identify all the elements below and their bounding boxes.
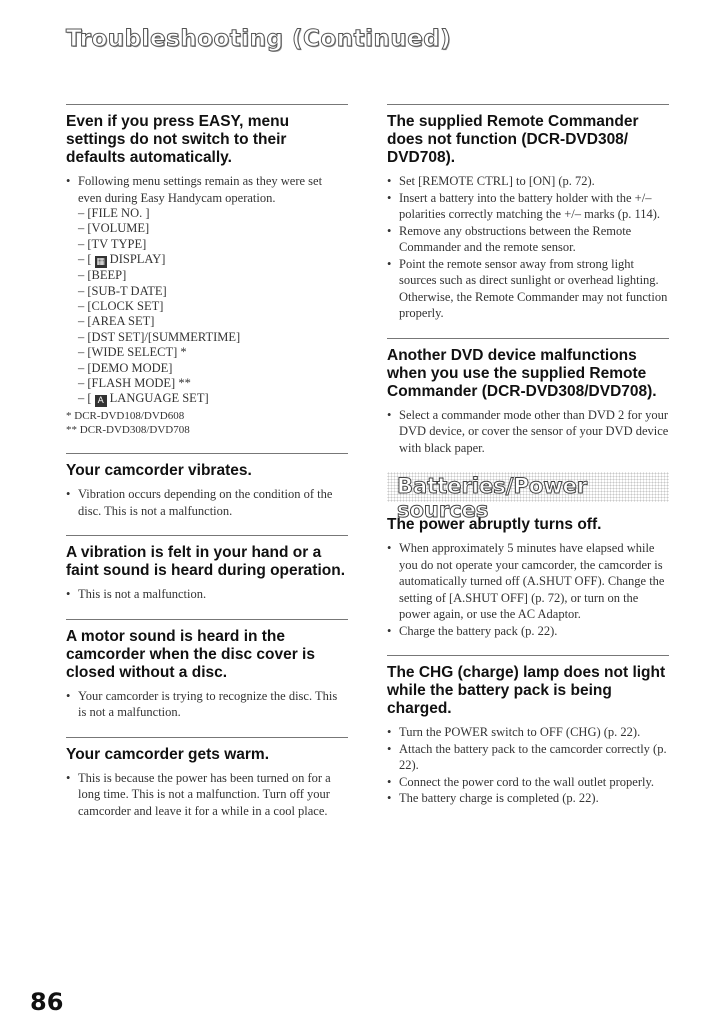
settings-item: – [FLASH MODE] **	[78, 376, 191, 391]
section-heading: A vibration is felt in your hand or a faint sound is heard during operation.	[66, 544, 346, 580]
banner-title: Batteries/Power sources	[397, 474, 588, 522]
section-heading: The power abruptly turns off.	[387, 516, 602, 533]
bullet-list	[66, 486, 348, 519]
settings-item: – [VOLUME]	[78, 221, 150, 236]
bullet-list	[66, 586, 348, 603]
section-warm	[66, 737, 348, 820]
section-heading: The supplied Remote Commander does not function (DCR-DVD308/ DVD708).	[387, 113, 639, 166]
bullet-item: • This is because the power has been turned on for a long time. This is not a malfunction. Turn off your camcorder and leave it for a while in a cool place.	[66, 770, 348, 820]
section-banner	[387, 472, 669, 522]
section-power-off	[387, 516, 669, 639]
settings-item: – [AREA SET]	[78, 314, 155, 329]
bullet-list	[387, 724, 669, 807]
settings-item: – [SUB-T DATE]	[78, 283, 167, 298]
section-vibration-felt	[66, 535, 348, 603]
footnote: * DCR-DVD108/DVD608	[66, 410, 185, 423]
section-remote	[387, 104, 669, 322]
bullet-list	[66, 688, 348, 721]
bullet-list	[387, 540, 669, 639]
bullet-item: • Insert a battery into the battery holder with the +/– polarities correctly matching the +/– marks (p. 114).	[387, 190, 669, 223]
settings-item: – [DST SET]/[SUMMERTIME]	[78, 329, 241, 344]
bullet-list	[66, 770, 348, 820]
settings-item: – [FILE NO. ]	[78, 206, 150, 220]
bullet-item: • Charge the battery pack (p. 22).	[387, 623, 669, 640]
bullet-item: • When approximately 5 minutes have elapsed while you do not operate your camcorder, the camcorder is automatically turned off (A.SHUT OFF). Change the setting of [A.SHUT OFF] (p. 72), or turn on the power again, or use the AC Adaptor.	[387, 540, 669, 623]
page-number: 86	[30, 988, 64, 1016]
bullet-item: • This is not a malfunction.	[66, 586, 348, 603]
bullet-item: • Following menu settings remain as they were set even during Easy Handycam operation.	[66, 173, 348, 206]
section-heading: A motor sound is heard in the camcorder when the disc cover is closed without a disc.	[66, 627, 315, 681]
settings-list	[66, 206, 348, 407]
bullet-list	[387, 407, 669, 457]
settings-item: – [WIDE SELECT] *	[78, 345, 187, 360]
settings-item: – [DEMO MODE]	[78, 360, 173, 375]
bullet-item: • Attach the battery pack to the camcorder correctly (p. 22).	[387, 741, 669, 774]
settings-item-label: DISPLAY]	[109, 252, 166, 267]
bullet-item: • Connect the power cord to the wall outlet properly.	[387, 774, 669, 791]
footnotes	[66, 409, 348, 437]
left-column	[66, 104, 348, 835]
right-column	[387, 104, 669, 823]
bullet-item: • Select a commander mode other than DVD 2 for your DVD device, or cover the sensor of your DVD device with black paper.	[387, 407, 669, 457]
bullet-item: • Set [REMOTE CTRL] to [ON] (p. 72).	[387, 173, 669, 190]
settings-item: – [BEEP]	[78, 268, 127, 283]
settings-item: – [TV TYPE]	[78, 236, 147, 251]
bullet-item: • Turn the POWER switch to OFF (CHG) (p. 22).	[387, 724, 669, 741]
settings-item: – [CLOCK SET]	[78, 299, 164, 314]
footnote: ** DCR-DVD308/DVD708	[66, 424, 190, 437]
section-heading: Even if you press EASY, menu settings do not switch to their defaults automatically.	[66, 113, 290, 166]
section-heading: The CHG (charge) lamp does not light while the battery pack is being charged.	[387, 664, 666, 717]
section-vibrates	[66, 453, 348, 519]
section-heading: Another DVD device malfunctions when you use the supplied Remote Commander (DCR-DVD308/DVD708).	[387, 346, 657, 400]
section-chg-lamp	[387, 655, 669, 807]
display-setting-icon: ▦	[96, 257, 105, 268]
bullet-item: • Vibration occurs depending on the condition of the disc. This is not a malfunction.	[66, 486, 348, 519]
bullet-item: • The battery charge is completed (p. 22).	[387, 790, 669, 807]
section-heading: Your camcorder gets warm.	[66, 745, 270, 763]
settings-item-display: – [ ▦ DISPLAY]	[78, 252, 166, 268]
section-motor-sound	[66, 619, 348, 721]
bullet-item: • Your camcorder is trying to recognize the disc. This is not a malfunction.	[66, 688, 348, 721]
bullet-list	[387, 173, 669, 322]
page-title: Troubleshooting (Continued)	[66, 26, 452, 52]
section-easy-menu	[66, 104, 348, 437]
section-dvd-malfunction	[387, 338, 669, 457]
bullet-item: • Remove any obstructions between the Remote Commander and the remote sensor.	[387, 223, 669, 256]
bullet-item: • Point the remote sensor away from strong light sources such as direct sunlight or overhead lighting. Otherwise, the Remote Commander may not function properly.	[387, 256, 669, 322]
settings-item-label: LANGUAGE SET]	[109, 391, 209, 406]
bullet-list	[66, 173, 348, 206]
settings-item-language: – [ A LANGUAGE SET]	[78, 391, 209, 407]
language-setting-icon: A	[95, 395, 107, 407]
section-heading: Your camcorder vibrates.	[66, 462, 252, 480]
